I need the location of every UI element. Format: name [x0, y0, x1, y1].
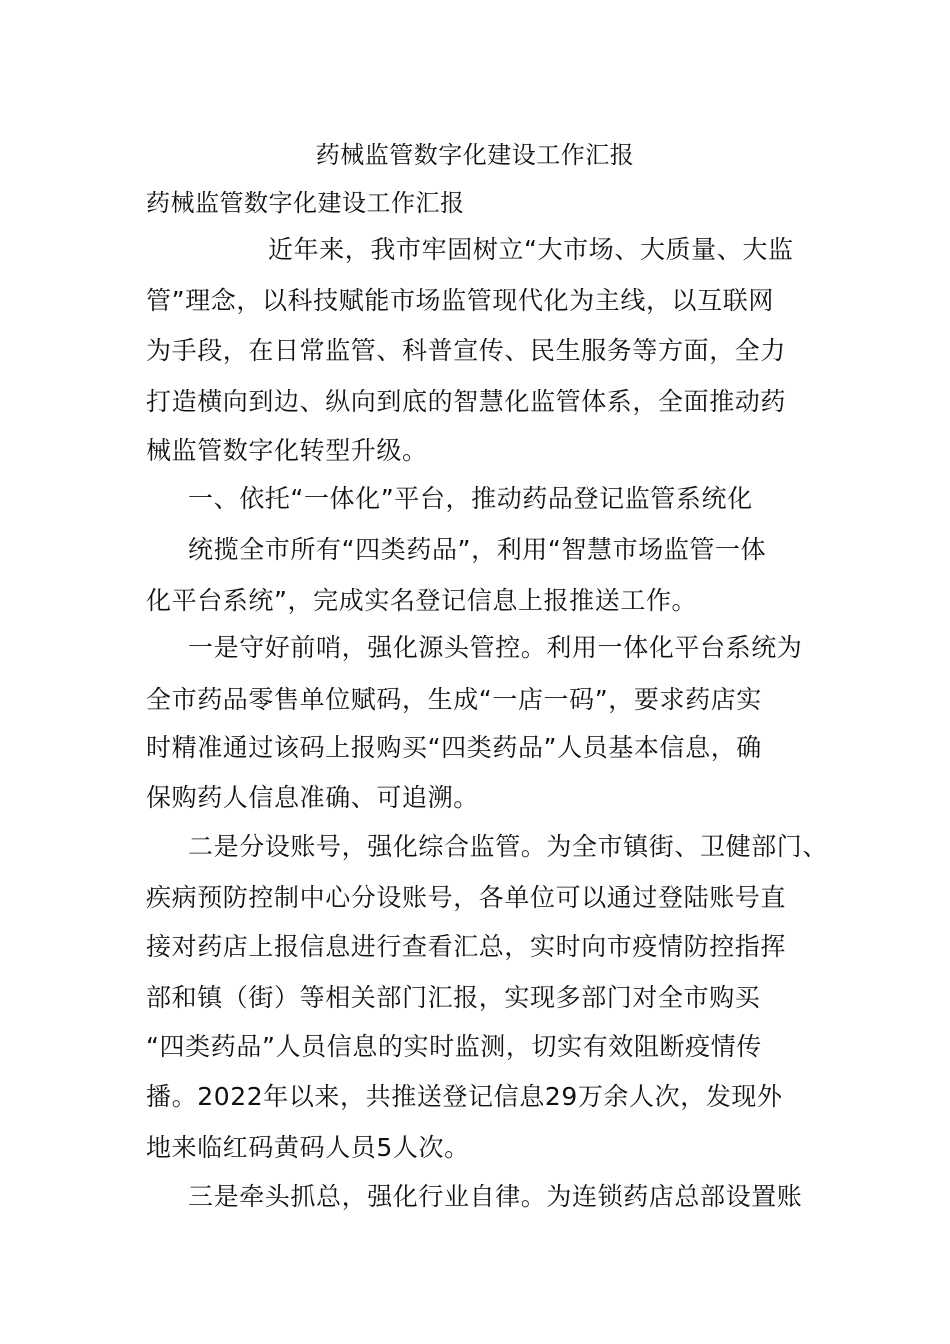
paragraph-line: 疾病预防控制中心分设账号，各单位可以通过登陆账号直 — [146, 883, 787, 912]
paragraph-line: 部和镇（街）等相关部门汇报，实现多部门对全市购买 — [146, 983, 761, 1012]
paragraph-line: 械监管数字化转型升级。 — [146, 436, 428, 465]
paragraph-line: 一是守好前哨，强化源头管控。利用一体化平台系统为 — [188, 633, 803, 662]
paragraph-line: 管”理念，以科技赋能市场监管现代化为主线，以互联网 — [146, 286, 774, 315]
paragraph-line: 地来临红码黄码人员5人次。 — [146, 1133, 470, 1162]
paragraph-line: 为手段，在日常监管、科普宣传、民生服务等方面，全力 — [146, 336, 787, 365]
paragraph-line: 近年来，我市牢固树立“大市场、大质量、大监 — [268, 235, 794, 264]
paragraph-line: 播。2022年以来，共推送登记信息29万余人次，发现外 — [146, 1082, 783, 1111]
paragraph-line: “四类药品”人员信息的实时监测，切实有效阻断疫情传 — [146, 1032, 762, 1061]
document-subtitle: 药械监管数字化建设工作汇报 — [146, 189, 465, 217]
document-title: 药械监管数字化建设工作汇报 — [315, 141, 635, 169]
paragraph-line: 二是分设账号，强化综合监管。为全市镇街、卫健部门、 — [188, 832, 829, 861]
paragraph-line: 打造横向到边、纵向到底的智慧化监管体系，全面推动药 — [146, 387, 787, 416]
paragraph-line: 全市药品零售单位赋码，生成“一店一码”，要求药店实 — [146, 685, 762, 714]
paragraph-line: 三是牵头抓总，强化行业自律。为连锁药店总部设置账 — [188, 1182, 803, 1211]
paragraph-line: 统揽全市所有“四类药品”，利用“智慧市场监管一体 — [188, 535, 767, 564]
paragraph-line: 保购药人信息准确、可追溯。 — [146, 783, 479, 812]
paragraph-line: 接对药店上报信息进行查看汇总，实时向市疫情防控指挥 — [146, 932, 787, 961]
paragraph-line: 时精准通过该码上报购买“四类药品”人员基本信息，确 — [146, 733, 762, 762]
paragraph-line: 化平台系统”，完成实名登记信息上报推送工作。 — [146, 586, 698, 615]
section-heading: 一、依托“一体化”平台，推动药品登记监管系统化 — [188, 484, 753, 513]
